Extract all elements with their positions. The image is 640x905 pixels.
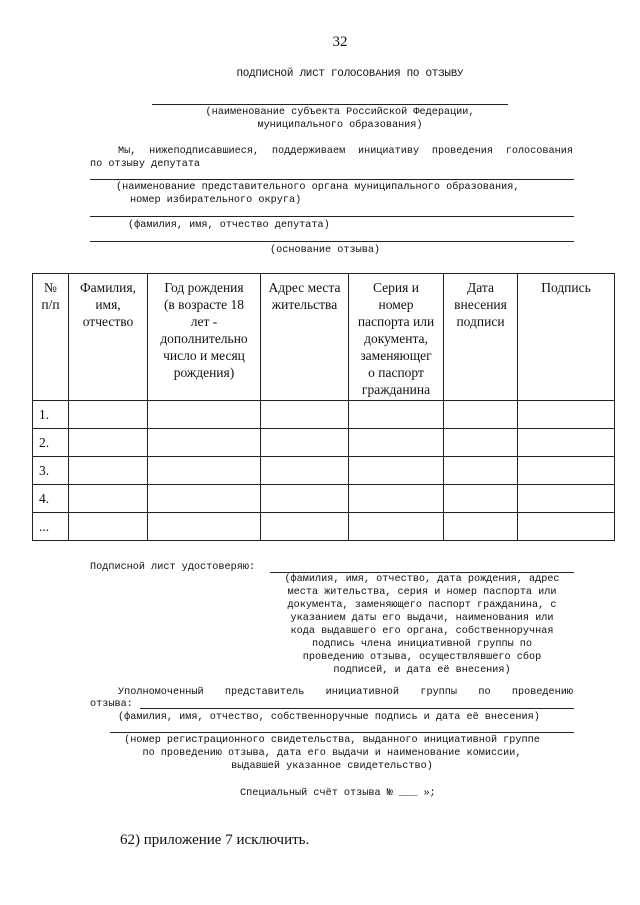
cell-name[interactable]: [69, 485, 148, 513]
cell-date[interactable]: [444, 429, 518, 457]
header-signature: Подпись: [518, 274, 615, 401]
cell-name[interactable]: [69, 457, 148, 485]
cell-address[interactable]: [261, 485, 349, 513]
representative-caption: (фамилия, имя, отчество, собственноручные подпись и дата её внесения): [118, 712, 540, 723]
document-title: ПОДПИСНОЙ ЛИСТ ГОЛОСОВАНИЯ ПО ОТЗЫВУ: [236, 68, 464, 80]
table-row: [33, 513, 615, 541]
deputy-blank-line: [90, 216, 574, 217]
special-account-line: Специальный счёт отзыва № ___ »;: [240, 788, 436, 799]
body-caption: (наименование представительного органа муниципального образования, номер избирательного округа): [116, 182, 520, 206]
cell-signature[interactable]: [518, 513, 615, 541]
table-row: [33, 457, 615, 485]
cell-passport[interactable]: [349, 401, 444, 429]
subject-blank-line: [152, 104, 508, 105]
registration-caption: (номер регистрационного свидетельства, выданного инициативной группе по проведению отзыва, дата его выдачи и наименование комиссии, выдавшей указанное свидетельство): [124, 735, 540, 772]
header-number: № п/п: [33, 274, 69, 401]
cell-date[interactable]: [444, 513, 518, 541]
cell-birth[interactable]: [148, 513, 261, 541]
cell-date[interactable]: [444, 485, 518, 513]
cell-date[interactable]: [444, 401, 518, 429]
certified-label: Подписной лист удостоверяю:: [90, 562, 256, 573]
cell-signature[interactable]: [518, 485, 615, 513]
cell-birth[interactable]: [148, 485, 261, 513]
row-number: ...: [33, 513, 69, 541]
row-number: 1.: [33, 401, 69, 429]
row-number: 2.: [33, 429, 69, 457]
reason-caption: (основание отзыва): [270, 245, 381, 256]
page-number: 32: [332, 34, 348, 50]
cell-address[interactable]: [261, 401, 349, 429]
body-blank-line: [90, 179, 574, 180]
cell-passport[interactable]: [349, 513, 444, 541]
cell-date[interactable]: [444, 457, 518, 485]
cell-address[interactable]: [261, 429, 349, 457]
cell-passport[interactable]: [349, 485, 444, 513]
representative-line-1: Уполномоченный представитель инициативной группы по проведению: [118, 687, 573, 698]
registration-blank-line: [110, 732, 574, 733]
row-number: 4.: [33, 485, 69, 513]
intro-line-2: по отзыву депутата: [90, 159, 201, 170]
header-birth-year: Год рождения (в возрасте 18 лет - дополнительно число и месяц рождения): [148, 274, 261, 401]
table-row: [33, 485, 615, 513]
table-header-row: [33, 274, 615, 401]
certified-caption: (фамилия, имя, отчество, дата рождения, адрес места жительства, серия и номер паспорта или документа, заменяющего паспорт гражданина, с указанием даты его выдачи, наименования или кода выдавшего его органа, собственноручная подпись члена инициативной группы по проведению отзыва, осуществлявшего сбор подписей, и дата её внесения): [284, 574, 560, 676]
cell-birth[interactable]: [148, 429, 261, 457]
cell-passport[interactable]: [349, 457, 444, 485]
cell-signature[interactable]: [518, 429, 615, 457]
cell-passport[interactable]: [349, 429, 444, 457]
intro-line-1: Мы, нижеподписавшиеся, поддерживаем инициативу проведения голосования: [118, 146, 573, 157]
reason-blank-line: [90, 241, 574, 242]
header-passport: Серия и номер паспорта или документа, заменяющег о паспорт гражданина: [349, 274, 444, 401]
amendment-text: 62) приложение 7 исключить.: [120, 832, 310, 848]
table-row: [33, 401, 615, 429]
cell-address[interactable]: [261, 457, 349, 485]
cell-birth[interactable]: [148, 401, 261, 429]
cell-name[interactable]: [69, 513, 148, 541]
signature-table: [32, 273, 615, 541]
representative-blank-line: [140, 708, 574, 709]
account-number-blank[interactable]: ___: [398, 788, 418, 799]
header-address: Адрес места жительства: [261, 274, 349, 401]
header-full-name: Фамилия, имя, отчество: [69, 274, 148, 401]
deputy-caption: (фамилия, имя, отчество депутата): [128, 220, 330, 231]
cell-address[interactable]: [261, 513, 349, 541]
cell-signature[interactable]: [518, 401, 615, 429]
row-number: 3.: [33, 457, 69, 485]
table-row: [33, 429, 615, 457]
cell-name[interactable]: [69, 429, 148, 457]
cell-birth[interactable]: [148, 457, 261, 485]
cell-signature[interactable]: [518, 457, 615, 485]
header-date: Дата внесения подписи: [444, 274, 518, 401]
cell-name[interactable]: [69, 401, 148, 429]
representative-line-2: отзыва:: [90, 699, 133, 710]
subject-caption: (наименование субъекта Российской Федерации, муниципального образования): [205, 107, 475, 131]
